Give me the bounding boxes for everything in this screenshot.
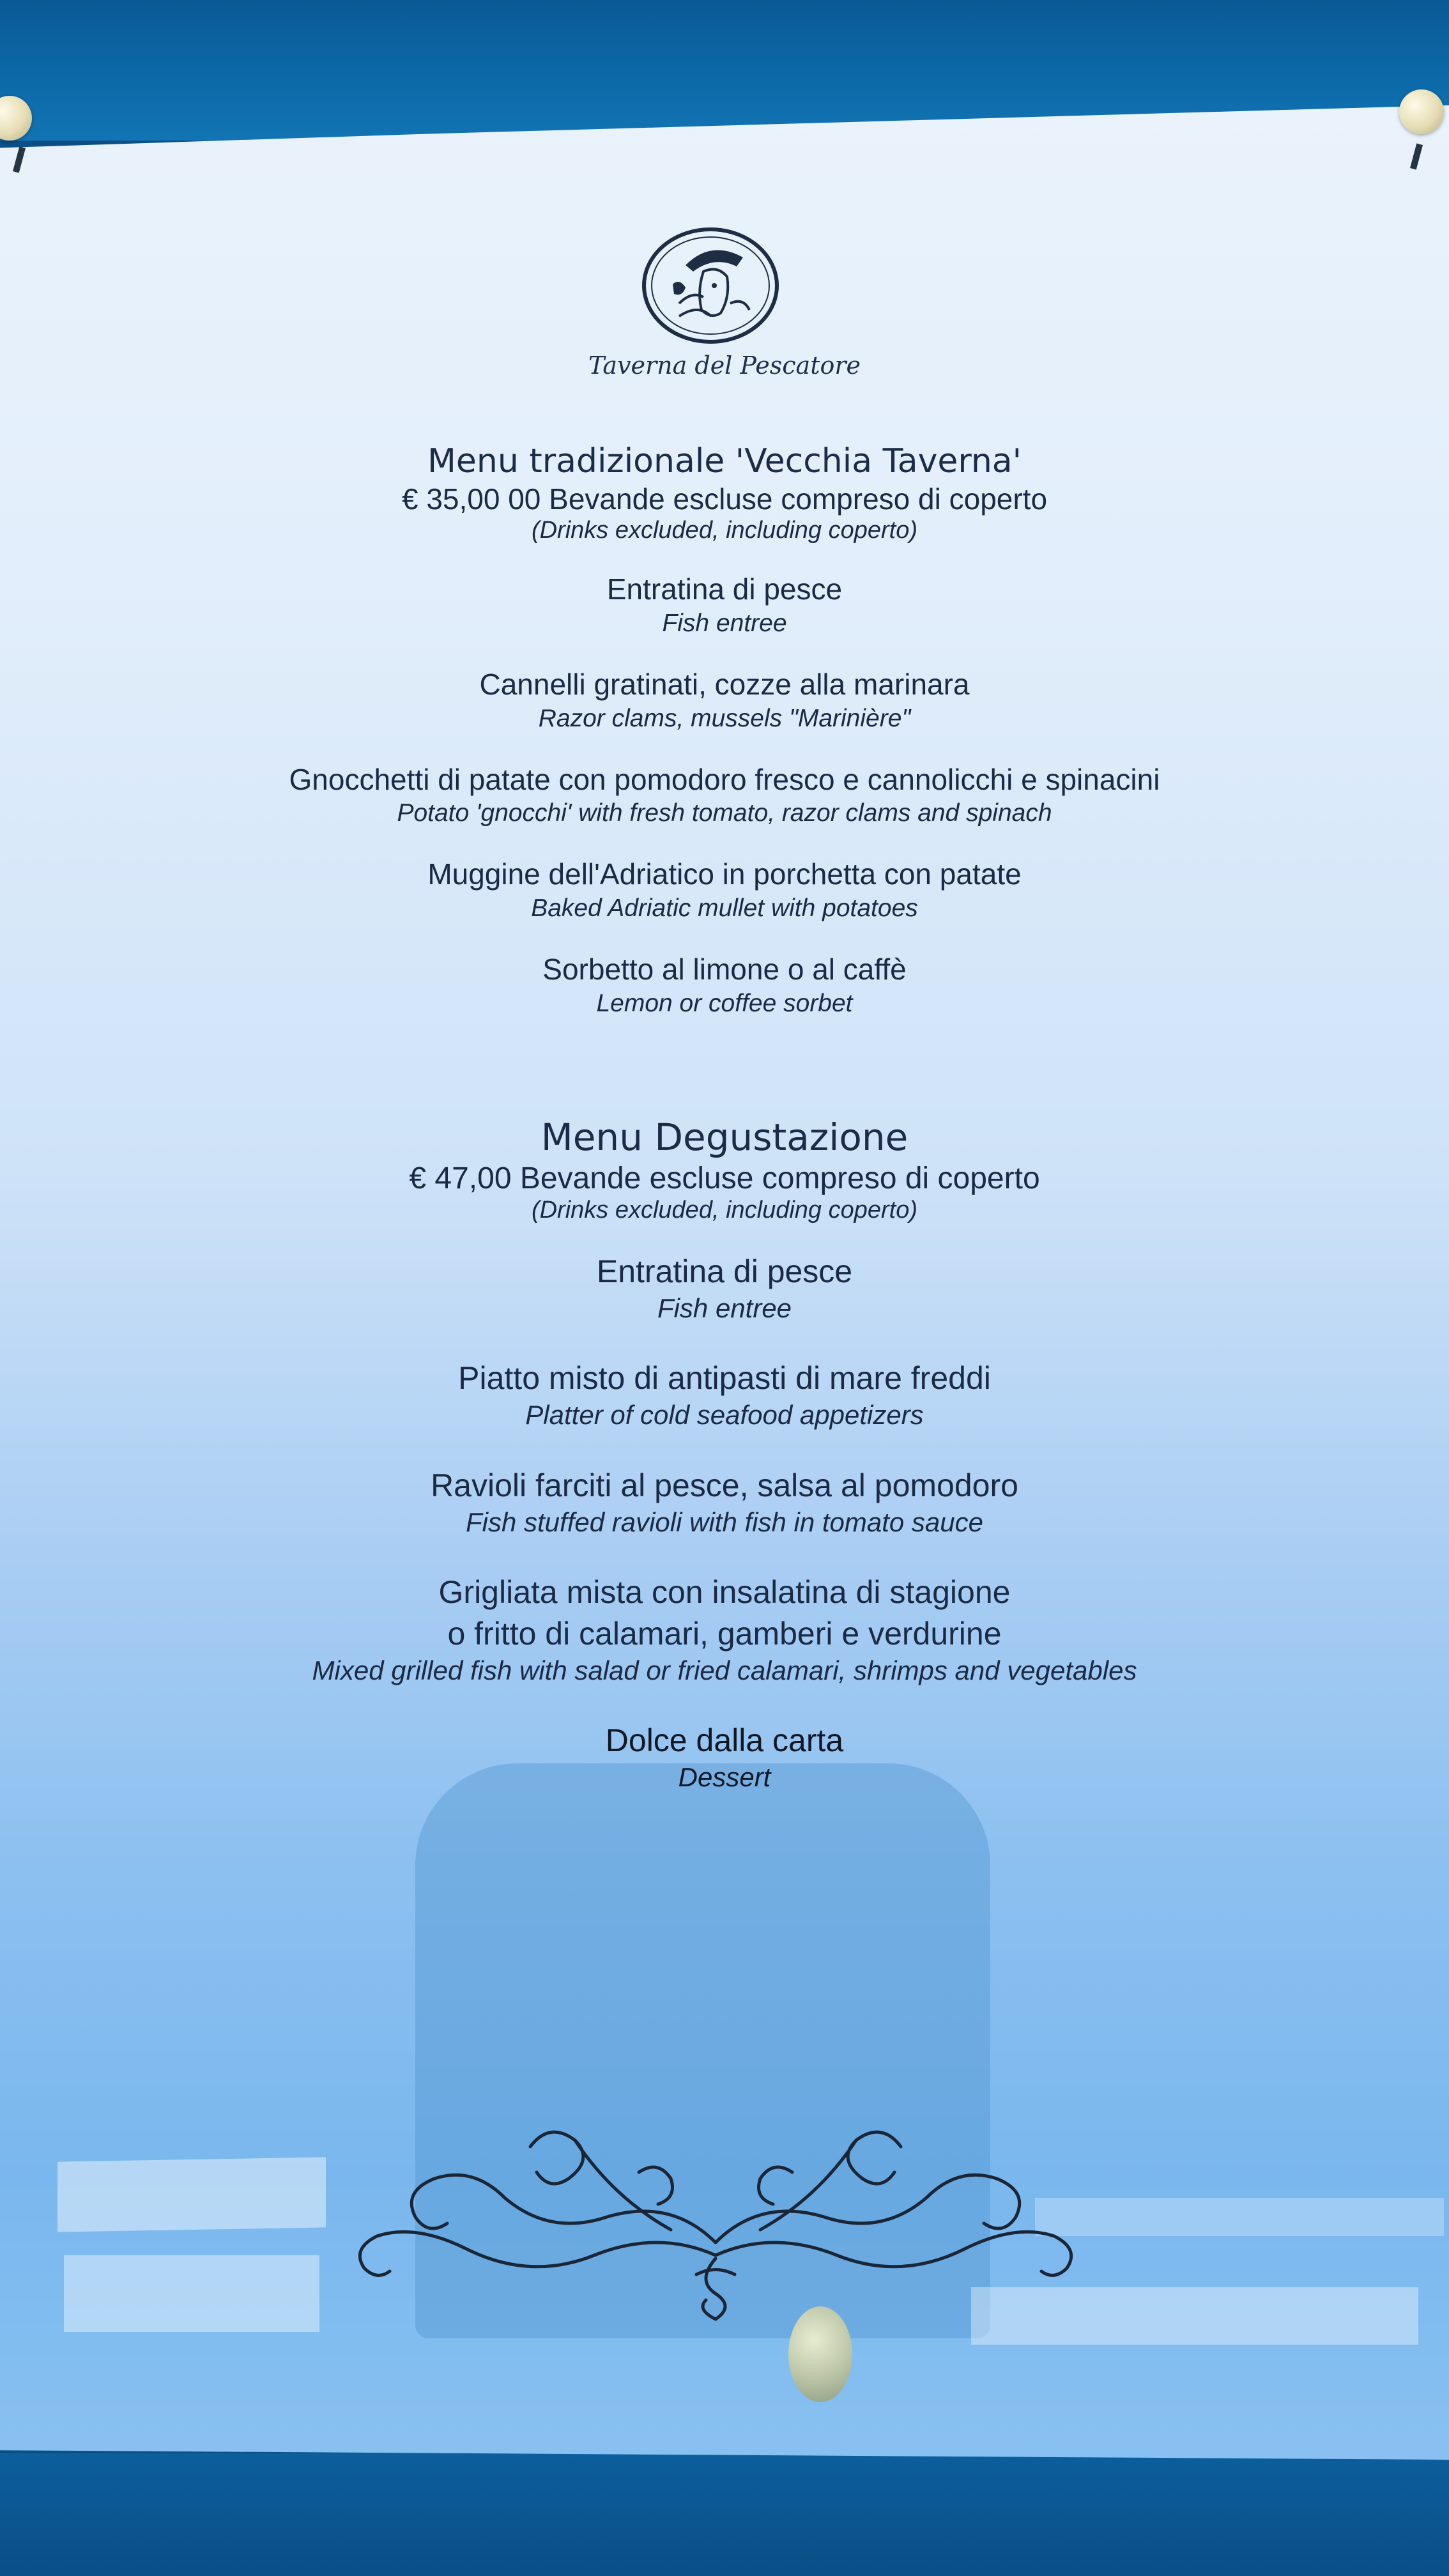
course-english: Potato 'gnocchi' with fresh tomato, razor clams and spinach [397, 799, 1052, 827]
menu-tasting [0, 1114, 1449, 1793]
course-english: Mixed grilled fish with salad or fried calamari, shrimps and vegetables [312, 1655, 1137, 1685]
restaurant-name: Taverna del Pescatore [588, 351, 861, 379]
menu-note: (Drinks excluded, including coperto) [531, 516, 918, 544]
menu-title: Menu Degustazione [540, 1116, 908, 1160]
course-item [0, 1720, 1449, 1793]
course-item [0, 571, 1449, 639]
course-english: Platter of cold seafood appetizers [525, 1400, 924, 1430]
push-pin-icon [1399, 89, 1444, 134]
course-item [0, 666, 1449, 734]
course-italian: Entratina di pesce [606, 572, 843, 606]
glass-reflection [1035, 2198, 1444, 2236]
course-english: Razor clams, mussels "Marinière" [538, 704, 911, 732]
course-english: Fish entree [662, 610, 787, 638]
glass-reflection [64, 2255, 319, 2332]
course-italian: Gnocchetti di patate con pomodoro fresco e cannolicchi e spinacini [289, 762, 1160, 796]
course-english: Lemon or coffee sorbet [596, 989, 853, 1017]
course-italian: Dolce dalla carta [605, 1722, 844, 1759]
menu-price: € 47,00 Bevande escluse compreso di coperto [409, 1161, 1040, 1195]
notice-board-bottom [0, 2453, 1449, 2576]
course-italian: Ravioli farciti al pesce, salsa al pomodoro [431, 1467, 1018, 1503]
menu-price: € 35,00 00 Bevande escluse compreso di coperto [401, 482, 1048, 516]
course-english: Dessert [678, 1762, 771, 1793]
menu-traditional [0, 441, 1449, 1018]
menu-content [0, 441, 1449, 1827]
course-italian: Sorbetto al limone o al caffè [542, 952, 907, 986]
course-english: Baked Adriatic mullet with potatoes [531, 894, 918, 923]
course-italian: Grigliata mista con insalatina di stagione [438, 1574, 1011, 1610]
course-item [0, 1465, 1449, 1538]
course-item [0, 761, 1449, 829]
course-italian: Cannelli gratinati, cozze alla marinara [479, 668, 970, 702]
course-italian: Entratina di pesce [596, 1253, 853, 1289]
course-item [0, 1572, 1449, 1687]
fisherman-portrait-icon [641, 227, 780, 345]
menu-note: (Drinks excluded, including coperto) [531, 1197, 918, 1224]
course-italian: o fritto di calamari, gamberi e verdurine [447, 1615, 1002, 1652]
glass-reflection [57, 2157, 326, 2232]
course-english: Fish entree [657, 1292, 792, 1323]
flourish-ornament-icon [339, 2121, 1092, 2326]
course-italian: Muggine dell'Adriatico in porchetta con patate [427, 857, 1022, 891]
course-english: Fish stuffed ravioli with fish in tomato sauce [465, 1506, 984, 1537]
menu-title: Menu tradizionale 'Vecchia Taverna' [427, 442, 1022, 480]
course-italian: Piatto misto di antipasti di mare freddi [458, 1360, 991, 1397]
course-item [0, 1251, 1449, 1324]
course-item [0, 951, 1449, 1019]
course-item [0, 855, 1449, 924]
course-item [0, 1358, 1449, 1431]
